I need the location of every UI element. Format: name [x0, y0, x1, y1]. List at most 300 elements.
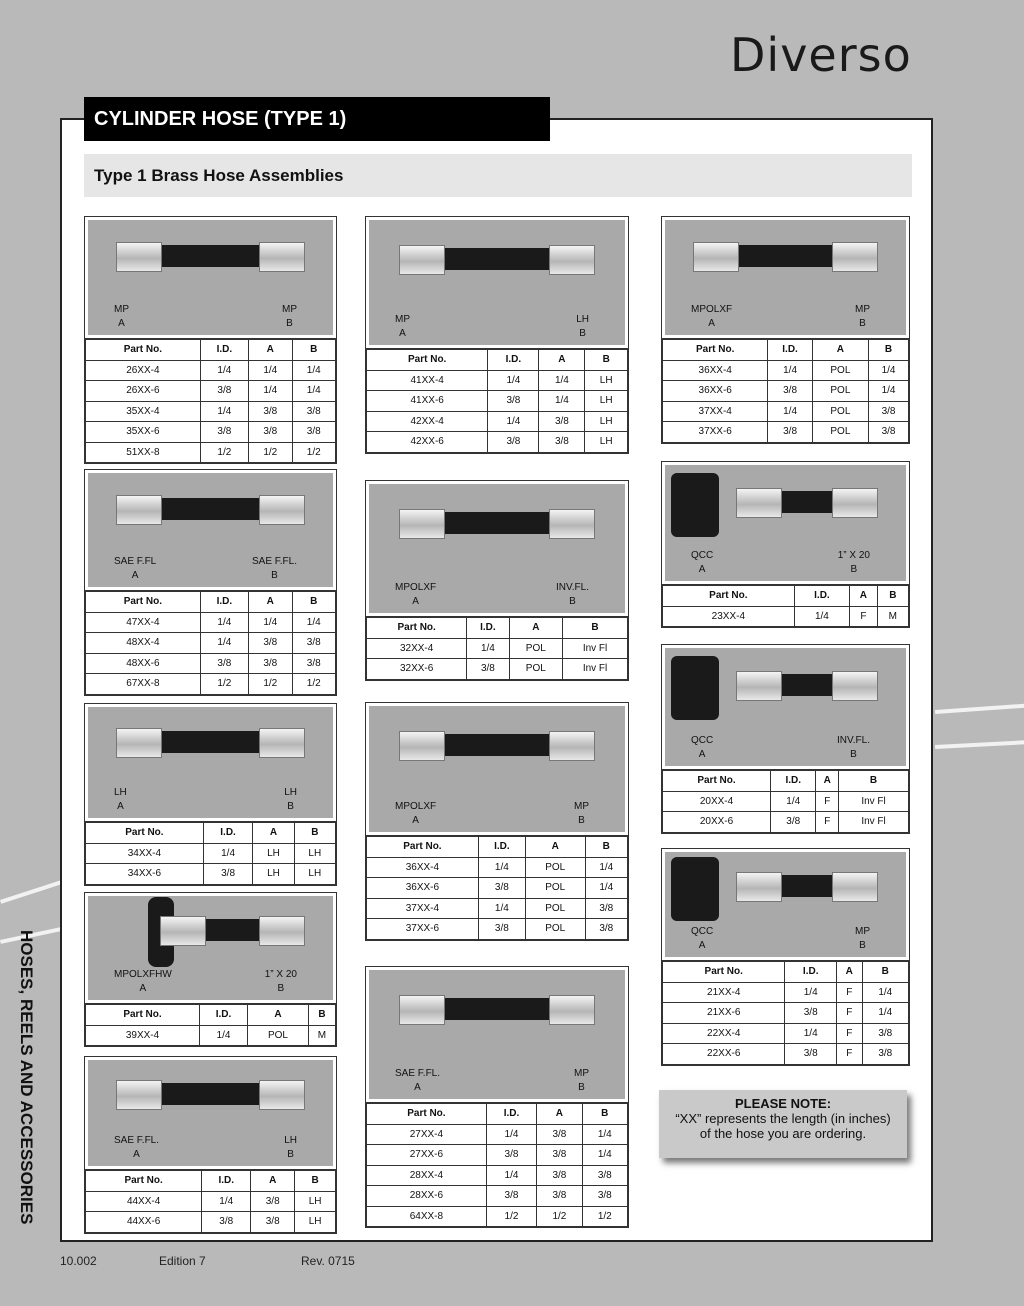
fitting-a-label: [395, 581, 436, 609]
hose-photo: [369, 220, 625, 345]
brass-fitting-icon: [160, 916, 206, 946]
fitting-b-label: [855, 303, 870, 331]
table-row: [367, 638, 628, 659]
table-header-row: [367, 617, 628, 638]
column-header: Part No.: [86, 591, 201, 612]
table-cell: F: [836, 1023, 862, 1044]
table-row: [367, 370, 628, 391]
column-header: A: [253, 822, 294, 843]
table-cell: 1/4: [539, 391, 585, 412]
fitting-a-label: [114, 555, 156, 583]
brass-fitting-icon: [116, 242, 162, 272]
table-header-row: [663, 585, 909, 606]
table-row: [86, 1212, 336, 1233]
table-row: [367, 1206, 628, 1227]
fitting-a-label: [114, 1134, 159, 1162]
hose-icon: [742, 875, 872, 897]
column-header: B: [839, 770, 909, 791]
column-header: I.D.: [478, 836, 525, 857]
table-cell: 1/4: [292, 612, 336, 633]
fitting-b-label: [252, 555, 297, 583]
qcc-coupling-icon: [671, 473, 719, 537]
column-header: B: [295, 1170, 336, 1191]
table-cell: 37XX-4: [663, 401, 768, 422]
fitting-end: A: [698, 749, 706, 760]
brass-fitting-icon: [736, 671, 782, 701]
table-cell: POL: [525, 898, 585, 919]
table-row: [86, 653, 336, 674]
table-cell: POL: [812, 381, 868, 402]
table-cell: 37XX-4: [367, 898, 479, 919]
table-cell: LH: [253, 843, 294, 864]
table-cell: POL: [509, 659, 563, 680]
table-row: [367, 659, 628, 680]
column-header: I.D.: [467, 617, 509, 638]
table-header-row: [367, 349, 628, 370]
table-cell: 1/4: [486, 1124, 536, 1145]
column-header: I.D.: [202, 1170, 251, 1191]
table-cell: 3/8: [537, 1165, 582, 1186]
fitting-b-label: [556, 581, 589, 609]
column-header: A: [816, 770, 839, 791]
table-cell: LH: [294, 843, 335, 864]
note-line-1: “XX” represents the length (in inches): [675, 1111, 891, 1126]
table-cell: 3/8: [203, 864, 253, 885]
table-cell: 20XX-6: [663, 812, 771, 833]
product-card: [365, 702, 629, 941]
table-cell: 3/8: [785, 1003, 837, 1024]
fitting-type: QCC: [691, 735, 714, 746]
fitting-end: A: [139, 983, 147, 994]
table-cell: 3/8: [869, 422, 909, 443]
table-row: [367, 857, 628, 878]
table-cell: 28XX-4: [367, 1165, 487, 1186]
table-row: [86, 401, 336, 422]
table-cell: 3/8: [251, 1191, 295, 1212]
table-row: [663, 422, 909, 443]
hose-photo: [665, 648, 906, 766]
fitting-a-label: [114, 968, 172, 996]
hose-icon: [122, 731, 298, 753]
footer-edition: Edition 7: [159, 1254, 206, 1268]
brass-fitting-icon: [259, 1080, 305, 1110]
table-cell: 42XX-4: [367, 411, 488, 432]
table-cell: LH: [253, 864, 294, 885]
table-cell: 1/2: [292, 674, 336, 695]
fitting-type: INV.FL.: [556, 582, 589, 593]
product-card: [661, 461, 910, 628]
fitting-type: QCC: [691, 926, 714, 937]
table-header-row: [86, 339, 336, 360]
table-cell: 3/8: [585, 898, 627, 919]
table-cell: M: [308, 1025, 335, 1046]
table-header-row: [663, 961, 909, 982]
column-header: Part No.: [663, 585, 795, 606]
fitting-type: 1” X 20: [264, 969, 297, 980]
fitting-a-label: [114, 303, 129, 331]
table-header-row: [86, 1004, 336, 1025]
brass-fitting-icon: [399, 995, 445, 1025]
table-row: [663, 1044, 909, 1065]
table-cell: 35XX-4: [86, 401, 201, 422]
table-header-row: [367, 1103, 628, 1124]
table-cell: 21XX-4: [663, 982, 785, 1003]
table-row: [663, 1003, 909, 1024]
fitting-end: A: [118, 318, 125, 329]
product-card: [84, 469, 337, 696]
table-cell: 1/4: [768, 360, 812, 381]
table-cell: 1/4: [249, 360, 292, 381]
table-cell: LH: [585, 370, 628, 391]
part-table: [366, 1102, 628, 1227]
table-row: [663, 1023, 909, 1044]
table-cell: 1/4: [200, 612, 248, 633]
fitting-b-label: [265, 968, 297, 996]
column-header: Part No.: [367, 617, 467, 638]
table-cell: 1/4: [200, 401, 248, 422]
table-cell: 3/8: [200, 381, 248, 402]
table-cell: LH: [585, 391, 628, 412]
brass-fitting-icon: [832, 872, 878, 902]
table-cell: 1/4: [292, 360, 336, 381]
hose-photo: [88, 473, 333, 587]
table-cell: 1/4: [785, 1023, 837, 1044]
table-cell: POL: [525, 857, 585, 878]
column-header: A: [812, 339, 868, 360]
table-cell: 28XX-6: [367, 1186, 487, 1207]
fitting-a-label: [691, 303, 732, 331]
table-row: [367, 1186, 628, 1207]
hose-icon: [166, 919, 298, 941]
part-table: [366, 348, 628, 453]
table-row: [367, 411, 628, 432]
product-card: [365, 966, 629, 1228]
product-card: [84, 1056, 337, 1234]
table-cell: 1/4: [292, 381, 336, 402]
table-cell: F: [836, 1044, 862, 1065]
table-cell: 1/4: [585, 878, 627, 899]
fitting-end: A: [117, 801, 124, 812]
hose-photo: [369, 706, 625, 832]
table-cell: 48XX-4: [86, 633, 201, 654]
table-row: [663, 360, 909, 381]
part-table: [85, 821, 336, 885]
hose-photo: [369, 970, 625, 1099]
qcc-coupling-icon: [671, 656, 719, 720]
table-cell: 1/4: [467, 638, 509, 659]
column-header: B: [862, 961, 908, 982]
column-header: Part No.: [663, 770, 771, 791]
table-cell: 3/8: [251, 1212, 295, 1233]
fitting-b-label: [855, 925, 870, 953]
table-cell: 1/4: [582, 1145, 627, 1166]
table-cell: 1/4: [585, 857, 627, 878]
table-row: [367, 878, 628, 899]
part-table: [662, 960, 909, 1065]
table-cell: 1/4: [539, 370, 585, 391]
table-header-row: [663, 770, 909, 791]
table-cell: 3/8: [202, 1212, 251, 1233]
table-cell: 1/4: [488, 370, 539, 391]
footer-revision: Rev. 0715: [301, 1254, 355, 1268]
fitting-type: SAE F.FL: [114, 556, 157, 567]
column-header: I.D.: [200, 591, 248, 612]
table-cell: 1/2: [200, 442, 248, 463]
table-cell: 3/8: [292, 653, 336, 674]
table-cell: POL: [248, 1025, 309, 1046]
table-cell: 20XX-4: [663, 791, 771, 812]
table-cell: POL: [525, 919, 585, 940]
table-cell: 3/8: [249, 401, 292, 422]
column-header: Part No.: [86, 1170, 202, 1191]
fitting-end: B: [271, 570, 278, 581]
column-header: A: [539, 349, 585, 370]
table-cell: 21XX-6: [663, 1003, 785, 1024]
fitting-end: B: [859, 940, 866, 951]
brass-fitting-icon: [399, 731, 445, 761]
column-header: Part No.: [86, 1004, 200, 1025]
table-cell: 42XX-6: [367, 432, 488, 453]
table-cell: Inv Fl: [563, 638, 628, 659]
table-cell: 26XX-4: [86, 360, 201, 381]
fitting-type: SAE F.FL.: [114, 1135, 160, 1146]
hose-photo: [88, 896, 333, 1000]
side-tab: HOSES, REELS AND ACCESSORIES: [17, 930, 36, 1225]
section-subtitle: Type 1 Brass Hose Assemblies: [84, 154, 912, 197]
table-cell: 1/4: [862, 1003, 908, 1024]
fitting-type: MPOLXFHW: [114, 969, 172, 980]
column-header: I.D.: [794, 585, 849, 606]
column-header: B: [563, 617, 628, 638]
please-note-box: [659, 1090, 907, 1158]
table-cell: 3/8: [292, 401, 336, 422]
fitting-end: A: [698, 940, 706, 951]
part-table: [85, 1169, 336, 1233]
table-cell: LH: [295, 1191, 336, 1212]
column-header: I.D.: [203, 822, 253, 843]
table-cell: POL: [812, 401, 868, 422]
fitting-type: LH: [284, 1135, 297, 1146]
fitting-type: LH: [114, 787, 127, 798]
table-cell: 36XX-6: [663, 381, 768, 402]
table-row: [86, 360, 336, 381]
page-title: CYLINDER HOSE (TYPE 1): [84, 97, 550, 141]
fitting-type: MP: [282, 304, 297, 315]
part-table: [662, 584, 909, 627]
fitting-end: B: [850, 749, 857, 760]
column-header: A: [249, 339, 292, 360]
column-header: A: [836, 961, 862, 982]
column-header: Part No.: [367, 349, 488, 370]
note-title: PLEASE NOTE:: [734, 1096, 832, 1111]
fitting-end: A: [708, 318, 715, 329]
fitting-b-label: [282, 303, 297, 331]
column-header: Part No.: [367, 836, 479, 857]
column-header: I.D.: [488, 349, 539, 370]
product-card: [84, 703, 337, 886]
table-row: [367, 1145, 628, 1166]
hose-photo: [665, 465, 906, 581]
fitting-b-label: [574, 800, 589, 828]
table-cell: 1/4: [794, 606, 849, 627]
hose-photo: [88, 220, 333, 335]
table-cell: 3/8: [539, 432, 585, 453]
table-header-row: [663, 339, 909, 360]
product-card: [365, 480, 629, 681]
table-cell: 23XX-4: [663, 606, 795, 627]
column-header: Part No.: [663, 339, 768, 360]
part-table: [85, 1003, 336, 1046]
table-cell: 3/8: [768, 381, 812, 402]
column-header: I.D.: [768, 339, 812, 360]
table-cell: 1/4: [768, 401, 812, 422]
table-cell: 1/2: [537, 1206, 582, 1227]
hose-icon: [742, 674, 872, 696]
table-cell: Inv Fl: [839, 791, 909, 812]
fitting-type: SAE F.FL.: [251, 556, 297, 567]
table-cell: 27XX-4: [367, 1124, 487, 1145]
fitting-end: B: [277, 983, 285, 994]
table-header-row: [86, 822, 336, 843]
table-cell: 3/8: [467, 659, 509, 680]
fitting-a-label: [114, 786, 127, 814]
table-cell: 67XX-8: [86, 674, 201, 695]
fitting-type: LH: [576, 314, 589, 325]
brass-fitting-icon: [549, 509, 595, 539]
table-cell: 1/2: [486, 1206, 536, 1227]
table-cell: LH: [294, 864, 335, 885]
fitting-end: A: [412, 596, 419, 607]
table-cell: 47XX-4: [86, 612, 201, 633]
table-cell: 3/8: [768, 422, 812, 443]
fitting-end: A: [412, 815, 419, 826]
table-header-row: [86, 591, 336, 612]
brass-fitting-icon: [399, 509, 445, 539]
table-cell: 1/2: [582, 1206, 627, 1227]
table-cell: 41XX-4: [367, 370, 488, 391]
table-cell: POL: [812, 422, 868, 443]
column-header: A: [509, 617, 563, 638]
column-header: A: [248, 1004, 309, 1025]
column-header: B: [582, 1103, 627, 1124]
table-cell: 1/4: [478, 857, 525, 878]
fitting-type: LH: [284, 787, 297, 798]
table-cell: 1/2: [249, 674, 292, 695]
table-cell: 44XX-6: [86, 1212, 202, 1233]
fitting-end: B: [569, 596, 576, 607]
table-row: [663, 812, 909, 833]
product-card: [84, 216, 337, 464]
fitting-type: SAE F.FL.: [395, 1068, 441, 1079]
table-row: [86, 612, 336, 633]
hose-icon: [742, 491, 872, 513]
hose-photo: [88, 1060, 333, 1166]
fitting-end: A: [399, 328, 406, 339]
brass-fitting-icon: [399, 245, 445, 275]
fitting-b-label: [284, 1134, 297, 1162]
table-cell: 3/8: [249, 422, 292, 443]
table-cell: 44XX-4: [86, 1191, 202, 1212]
column-header: B: [869, 339, 909, 360]
table-cell: 3/8: [539, 411, 585, 432]
table-cell: POL: [812, 360, 868, 381]
table-cell: 1/4: [200, 360, 248, 381]
part-table: [662, 769, 909, 833]
fitting-type: QCC: [691, 550, 714, 561]
table-row: [367, 432, 628, 453]
fitting-end: B: [850, 564, 858, 575]
table-cell: 3/8: [537, 1124, 582, 1145]
table-cell: 1/4: [862, 982, 908, 1003]
table-row: [86, 843, 336, 864]
fitting-type: MP: [855, 304, 870, 315]
table-cell: 32XX-4: [367, 638, 467, 659]
table-cell: 27XX-6: [367, 1145, 487, 1166]
fitting-type: MP: [574, 801, 589, 812]
brand-logo: Diverso: [730, 28, 912, 82]
column-header: I.D.: [200, 1004, 248, 1025]
table-row: [367, 1124, 628, 1145]
table-cell: 3/8: [292, 633, 336, 654]
qcc-coupling-icon: [671, 857, 719, 921]
table-row: [86, 674, 336, 695]
table-cell: 3/8: [537, 1145, 582, 1166]
table-row: [367, 391, 628, 412]
fitting-type: MPOLXF: [395, 582, 437, 593]
brass-fitting-icon: [549, 245, 595, 275]
table-cell: 34XX-6: [86, 864, 204, 885]
table-row: [86, 1191, 336, 1212]
fitting-a-label: [395, 1067, 440, 1095]
part-table: [366, 616, 628, 680]
table-cell: 1/4: [249, 612, 292, 633]
column-header: B: [292, 339, 336, 360]
column-header: Part No.: [367, 1103, 487, 1124]
table-cell: 1/2: [249, 442, 292, 463]
table-cell: 3/8: [486, 1186, 536, 1207]
hose-icon: [405, 998, 589, 1020]
hose-icon: [699, 245, 873, 267]
table-header-row: [367, 836, 628, 857]
fitting-end: A: [414, 1082, 421, 1093]
fitting-end: B: [287, 1149, 294, 1160]
column-header: A: [537, 1103, 582, 1124]
table-row: [86, 422, 336, 443]
table-cell: 3/8: [585, 919, 627, 940]
fitting-a-label: [691, 925, 713, 953]
table-row: [86, 1025, 336, 1046]
table-cell: 26XX-6: [86, 381, 201, 402]
hose-icon: [122, 245, 298, 267]
table-row: [663, 982, 909, 1003]
table-row: [86, 633, 336, 654]
fitting-type: MP: [574, 1068, 589, 1079]
fitting-b-label: [284, 786, 297, 814]
table-cell: 3/8: [200, 653, 248, 674]
fitting-b-label: [838, 549, 870, 577]
table-cell: 3/8: [200, 422, 248, 443]
fitting-end: A: [133, 1149, 140, 1160]
brass-fitting-icon: [116, 1080, 162, 1110]
table-cell: F: [836, 982, 862, 1003]
fitting-end: B: [286, 318, 293, 329]
fitting-end: B: [287, 801, 294, 812]
table-row: [86, 442, 336, 463]
table-cell: 1/4: [249, 381, 292, 402]
part-table: [85, 590, 336, 695]
fitting-end: B: [578, 815, 585, 826]
table-cell: LH: [585, 411, 628, 432]
